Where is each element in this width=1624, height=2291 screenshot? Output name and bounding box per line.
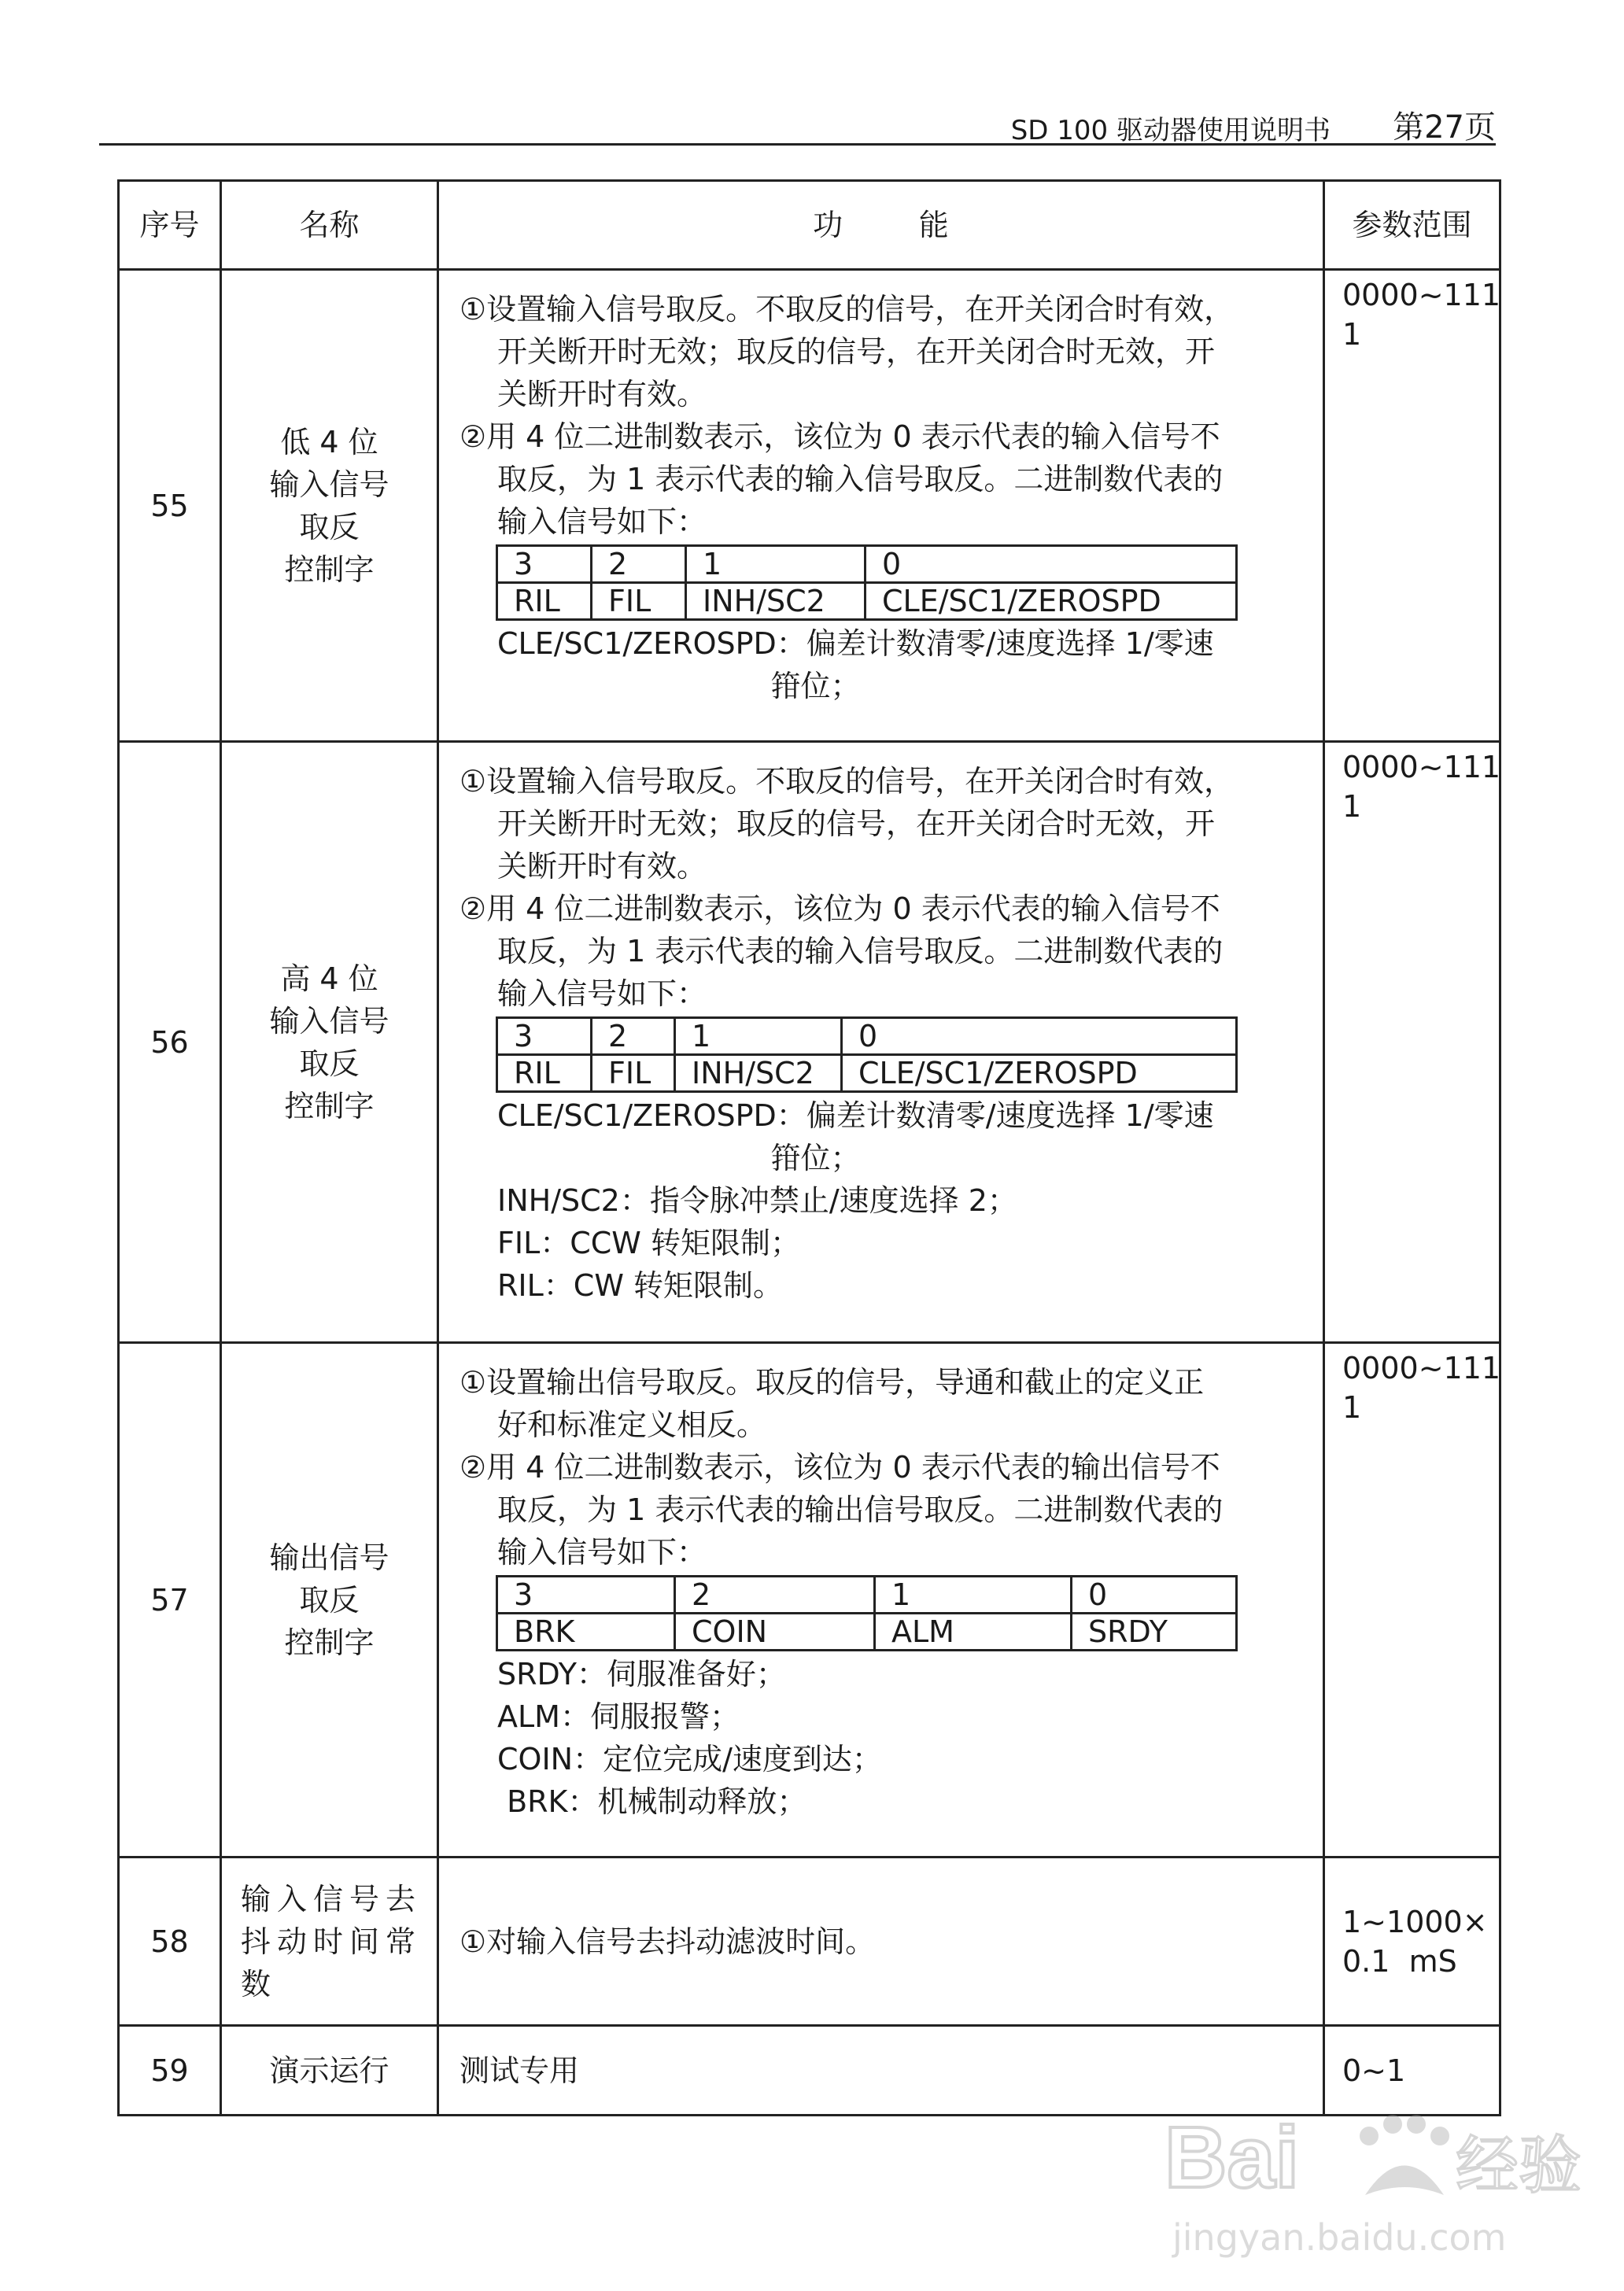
bit-table <box>496 1016 1238 1093</box>
row-range <box>1324 270 1500 742</box>
bit-signal: RIL <box>497 583 592 620</box>
bit-signal: CLE/SC1/ZEROSPD <box>866 583 1237 620</box>
func-line: ①设置输出信号取反。取反的信号，导通和截止的定义正 <box>460 1365 1205 1400</box>
func-line: ①对输入信号去抖动滤波时间。 <box>460 1924 876 1959</box>
watermark-label: 经验 <box>1456 2129 1582 2202</box>
baidu-watermark-logo <box>1157 2093 1582 2266</box>
bit-signal: RIL <box>497 1055 592 1092</box>
range-line: 1 <box>1342 317 1362 352</box>
name-line: 控制字 <box>284 1625 375 1660</box>
func-line: 关断开时有效。 <box>497 377 707 411</box>
range-line: 0.1 mS <box>1342 1943 1457 1979</box>
func-line: 输入信号如下： <box>497 504 707 539</box>
row-num: 59 <box>119 2026 221 2116</box>
func-line: 取反，为 1 表示代表的输入信号取反。二进制数代表的 <box>497 934 1224 968</box>
range-line: 0~1 <box>1342 2053 1406 2088</box>
name-line: 取反 <box>299 509 360 544</box>
table-row <box>119 1343 1500 1858</box>
func-line: CLE/SC1/ZEROSPD：偏差计数清零/速度选择 1/零速 <box>497 1098 1214 1133</box>
name-line: 输出信号 <box>269 1540 389 1575</box>
row-num: 57 <box>119 1343 221 1858</box>
bit-signal: BRK <box>497 1614 675 1651</box>
bit-signal: CLE/SC1/ZEROSPD <box>842 1055 1237 1092</box>
bit-index: 2 <box>592 546 686 583</box>
func-line: SRDY：伺服准备好； <box>497 1657 786 1692</box>
bit-index: 2 <box>675 1577 875 1614</box>
bit-signal: FIL <box>592 583 686 620</box>
range-line: 1~1000× <box>1342 1904 1488 1939</box>
bit-index: 0 <box>1072 1577 1237 1614</box>
func-line: RIL：CW 转矩限制。 <box>497 1268 783 1303</box>
row-num: 56 <box>119 742 221 1343</box>
row-range <box>1324 1858 1500 2026</box>
bit-index: 0 <box>866 546 1237 583</box>
func-line: 开关断开时无效；取反的信号，在开关闭合时无效，开 <box>497 334 1216 369</box>
name-line: 控制字 <box>284 552 375 587</box>
func-line: ①设置输入信号取反。不取反的信号，在开关闭合时有效， <box>460 292 1235 326</box>
header-name: 名称 <box>221 181 438 270</box>
name-line: 演示运行 <box>269 2053 389 2088</box>
row-function <box>438 1343 1324 1858</box>
row-function <box>438 742 1324 1343</box>
row-function <box>438 1858 1324 2026</box>
func-line: FIL：CCW 转矩限制； <box>497 1226 800 1260</box>
bit-table <box>496 544 1238 621</box>
name-line: 高 4 位 <box>280 961 378 996</box>
bit-index: 1 <box>875 1577 1072 1614</box>
bit-index: 2 <box>592 1018 675 1055</box>
range-line: 0000~111 <box>1342 1351 1501 1385</box>
bit-index: 3 <box>497 546 592 583</box>
name-line: 抖动时间常 <box>241 1924 423 1959</box>
page-header <box>99 102 1496 146</box>
bit-index: 1 <box>675 1018 842 1055</box>
bit-index: 3 <box>497 1018 592 1055</box>
parameter-table <box>117 179 1501 2116</box>
table-row <box>119 742 1500 1343</box>
header-range: 参数范围 <box>1324 181 1500 270</box>
bit-signal: FIL <box>592 1055 675 1092</box>
svg-text:Bai: Bai <box>1164 2109 1300 2206</box>
row-range <box>1324 1343 1500 1858</box>
name-line: 输入信号 <box>269 1003 389 1039</box>
header-rule <box>99 143 1496 146</box>
func-line: 输入信号如下： <box>497 1535 707 1570</box>
func-line: ②用 4 位二进制数表示，该位为 0 表示代表的输入信号不 <box>460 891 1220 926</box>
name-line: 低 4 位 <box>280 424 378 459</box>
func-line: 箝位； <box>770 669 861 703</box>
page-number: 第27页 <box>1393 109 1496 146</box>
bit-index: 1 <box>686 546 866 583</box>
bit-signal: ALM <box>875 1614 1072 1651</box>
func-line: BRK：机械制动释放； <box>497 1784 807 1819</box>
range-line: 1 <box>1342 789 1362 824</box>
func-line: INH/SC2：指令脉冲禁止/速度选择 2； <box>497 1183 1017 1218</box>
bit-index: 0 <box>842 1018 1237 1055</box>
table-row <box>119 270 1500 742</box>
range-line: 0000~111 <box>1342 278 1501 312</box>
name-line: 输入信号 <box>269 467 389 502</box>
bit-table <box>496 1575 1238 1651</box>
row-name <box>221 2026 438 2116</box>
row-name <box>221 742 438 1343</box>
header-func: 功 能 <box>438 181 1324 270</box>
header-num: 序号 <box>119 181 221 270</box>
func-line: 测试专用 <box>460 2053 580 2088</box>
name-line: 数 <box>241 1966 271 2001</box>
row-num: 55 <box>119 270 221 742</box>
name-line: 控制字 <box>284 1088 375 1123</box>
func-line: 好和标准定义相反。 <box>497 1407 767 1442</box>
func-line: ②用 4 位二进制数表示，该位为 0 表示代表的输入信号不 <box>460 419 1220 454</box>
func-line: 取反，为 1 表示代表的输入信号取反。二进制数代表的 <box>497 462 1224 496</box>
bit-signal: INH/SC2 <box>686 583 866 620</box>
range-line: 1 <box>1342 1390 1362 1425</box>
func-line: COIN：定位完成/速度到达； <box>497 1742 882 1776</box>
row-name <box>221 1858 438 2026</box>
func-line: 取反，为 1 表示代表的输出信号取反。二进制数代表的 <box>497 1492 1224 1527</box>
func-line: 箝位； <box>770 1141 861 1175</box>
row-name <box>221 270 438 742</box>
row-function <box>438 270 1324 742</box>
bit-signal: INH/SC2 <box>675 1055 842 1092</box>
func-line: ①设置输入信号取反。不取反的信号，在开关闭合时有效， <box>460 764 1235 799</box>
table-row <box>119 1858 1500 2026</box>
row-name <box>221 1343 438 1858</box>
row-num: 58 <box>119 1858 221 2026</box>
bit-signal: COIN <box>675 1614 875 1651</box>
document-title: SD 100 驱动器使用说明书 <box>1010 115 1331 146</box>
bit-signal: SRDY <box>1072 1614 1237 1651</box>
func-line: 开关断开时无效；取反的信号，在开关闭合时无效，开 <box>497 806 1216 841</box>
name-line: 取反 <box>299 1046 360 1081</box>
row-range <box>1324 742 1500 1343</box>
func-line: ALM：伺服报警； <box>497 1699 740 1734</box>
func-line: 关断开时有效。 <box>497 849 707 884</box>
func-line: ②用 4 位二进制数表示，该位为 0 表示代表的输出信号不 <box>460 1450 1220 1485</box>
func-line: 输入信号如下： <box>497 976 707 1011</box>
func-line: CLE/SC1/ZEROSPD：偏差计数清零/速度选择 1/零速 <box>497 626 1214 661</box>
name-line: 取反 <box>299 1582 360 1618</box>
watermark-url: jingyan.baidu.com <box>1172 2216 1507 2259</box>
table-header-row <box>119 181 1500 270</box>
name-line: 输入信号去 <box>241 1881 423 1917</box>
bit-index: 3 <box>497 1577 675 1614</box>
range-line: 0000~111 <box>1342 750 1501 784</box>
